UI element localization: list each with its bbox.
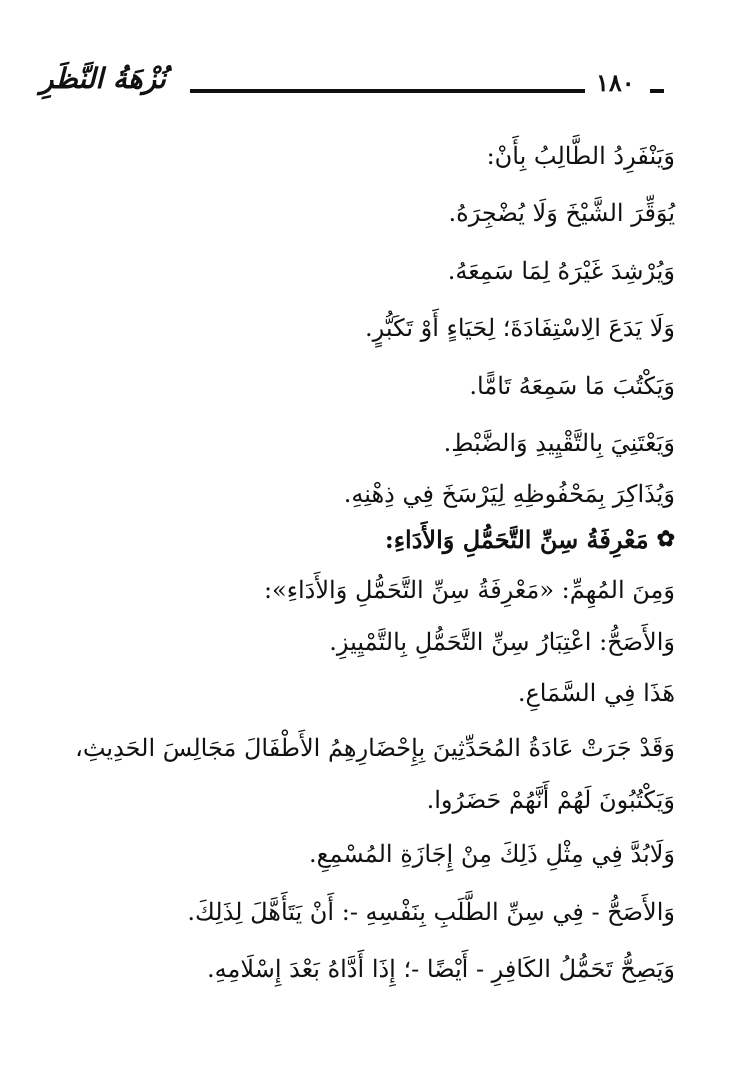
book-title: نُزْهَةُ النَّظَرِ [40, 62, 166, 95]
text-line: وَيُذَاكِرَ بِمَحْفُوظِهِ لِيَرْسَخَ فِي ذِهْنِهِ. [343, 480, 675, 509]
text-line: وَيَكْتُبَ مَا سَمِعَهُ تَامًّا. [469, 371, 675, 400]
text-line: وَيُرْشِدَ غَيْرَهُ لِمَا سَمِعَهُ. [447, 256, 675, 285]
flower-ornament-icon: ✿ [656, 526, 675, 553]
text-line: هَذَا فِي السَّمَاعِ. [517, 678, 675, 707]
page-header [0, 62, 750, 112]
page-number-dash [650, 89, 664, 93]
text-line: وَيَعْتَنِيَ بِالتَّقْيِيدِ وَالضَّبْطِ. [443, 428, 675, 457]
text-line: وَلَا يَدَعَ الِاسْتِفَادَةَ؛ لِحَيَاءٍ أَوْ تَكَبُّرٍ. [364, 314, 675, 343]
text-line: يُوَقِّرَ الشَّيْخَ وَلَا يُضْجِرَهُ. [448, 199, 675, 228]
text-line: وَالأَصَحُّ - فِي سِنِّ الطَّلَبِ بِنَفْسِهِ -: أَنْ يَتَأَهَّلَ لِذَلِكَ. [187, 897, 675, 926]
page-body [50, 128, 675, 998]
page-number: ١٨٠ [596, 68, 635, 97]
section-heading [50, 517, 675, 562]
header-rule [190, 89, 585, 93]
text-line: وَالأَصَحُّ: اعْتِبَارُ سِنِّ التَّحَمُّلِ بِالتَّمْيِيزِ. [329, 627, 675, 656]
text-line: وَيَنْفَرِدُ الطَّالِبُ بِأَنْ: [486, 142, 675, 170]
text-line: وَلَابُدَّ فِي مِثْلِ ذَلِكَ مِنْ إِجَازَةِ المُسْمِعِ. [309, 840, 675, 869]
text-line: وَيَصِحُّ تَحَمُّلُ الكَافِرِ - أَيْضًا -؛ إِذَا أَدَّاهُ بَعْدَ إِسْلَامِهِ. [207, 954, 675, 983]
text-line: وَمِنَ المُهِمِّ: «مَعْرِفَةُ سِنِّ التَّحَمُّلِ وَالأَدَاءِ»: [263, 576, 675, 605]
section-heading-text: مَعْرِفَةُ سِنِّ التَّحَمُّلِ وَالأَدَاءِ: [384, 525, 649, 555]
text-paragraph: وَقَدْ جَرَتْ عَادَةُ المُحَدِّثِينَ بِإِحْضَارِهِمُ الأَطْفَالَ مَجَالِسَ الحَدِيثِ، وَيَكْتُبُونَ لَهُمْ أَنَّهُمْ حَضَرُوا. [75, 734, 675, 815]
